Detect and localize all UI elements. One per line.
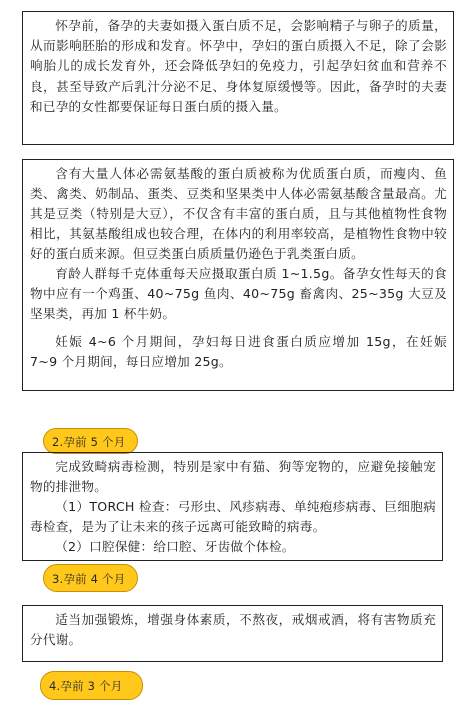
month-5-label: 2.孕前 5 个月 — [43, 428, 138, 454]
pregnancy-protein-paragraph: 妊娠 4~6 个月期间，孕妇每日进食蛋白质应增加 15g，在妊娠 7~9 个月期间，每日应增加 25g。 — [30, 334, 447, 369]
exercise-box — [22, 605, 443, 662]
protein-importance-box — [22, 11, 454, 145]
torch-check-paragraph: （1）TORCH 检查：弓形虫、风疹病毒、单纯疱疹病毒、巨细胞病毒检查，是为了让未来的孩子远离可能致畸的病毒。 — [30, 499, 436, 534]
protein-importance-paragraph: 怀孕前，备孕的夫妻如摄入蛋白质不足，会影响精子与卵子的质量，从而影响胚胎的形成和发育。怀孕中，孕妇的蛋白质摄入不足，除了会影响胎儿的成长发育外，还会降低孕妇的免疫力，引起孕妇贫血和营养不良，甚至导致产后乳汁分泌不足、身体复原缓慢等。因此，备孕时的夫妻和已孕的女性都要保证每日蛋白质的摄入量。 — [30, 18, 447, 114]
oral-care-paragraph: （2）口腔保健：给口腔、牙齿做个体检。 — [55, 539, 295, 554]
month-4-label: 3.孕前 4 个月 — [43, 564, 138, 592]
virus-screening-paragraph: 完成致畸病毒检测，特别是家中有猫、狗等宠物的，应避免接触宠物的排泄物。 — [30, 459, 436, 494]
virus-screening-box — [22, 452, 443, 561]
daily-protein-paragraph: 育龄人群每千克体重每天应摄取蛋白质 1~1.5g。备孕女性每天的食物中应有一个鸡蛋、40~75g 鱼肉、40~75g 畜禽肉、25~35g 大豆及坚果类，再加 1 杯牛奶。 — [30, 266, 447, 321]
protein-sources-paragraph: 含有大量人体必需氨基酸的蛋白质被称为优质蛋白质，而瘦肉、鱼类、禽类、奶制品、蛋类、豆类和坚果类中人体必需氨基酸含量最高。尤其是豆类（特别是大豆），不仅含有丰富的蛋白质，且与其他植物性食物相比，其氨基酸组成也较合理，在体内的利用率较高，是植物性食物中较好的蛋白质来源。但豆类蛋白质质量仍逊色于乳类蛋白质。 — [30, 166, 447, 261]
month-3-label: 4.孕前 3 个月 — [40, 671, 143, 700]
protein-sources-box — [22, 159, 454, 391]
exercise-paragraph: 适当加强锻炼，增强身体素质，不熬夜，戒烟戒酒，将有害物质充分代谢。 — [30, 612, 436, 648]
